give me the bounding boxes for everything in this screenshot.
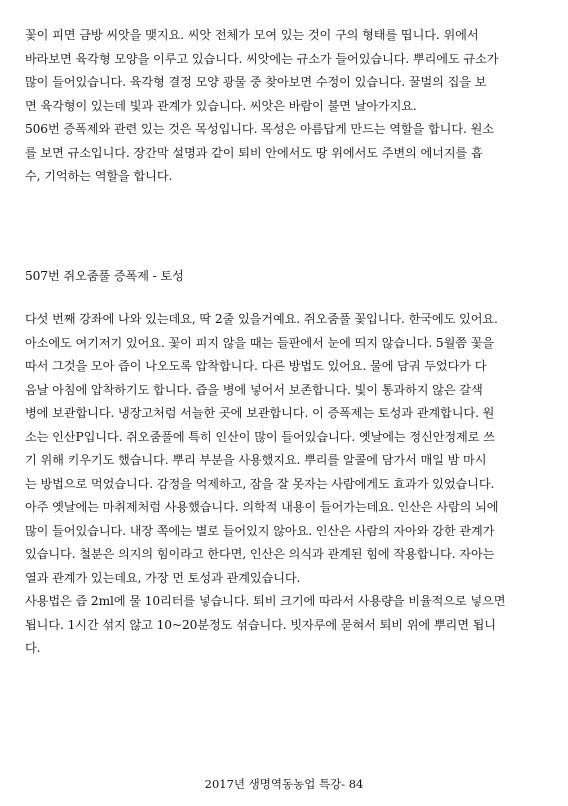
page-footer: 2017년 생명역동농업 특강- 84 xyxy=(204,777,364,791)
text-line: 다. xyxy=(25,641,41,655)
heading-text: 507번 쥐오줌풀 증폭제 - 토성 xyxy=(25,269,184,283)
text-line: 506번 증폭제와 관련 있는 것은 목성입니다. 목성은 아름답게 만드는 역할을 합니다. 원소 xyxy=(25,122,494,136)
text-line: 많이 들어있습니다. 내장 쪽에는 별로 들어있지 않아요. 인산은 사람의 자아와 강한 관계가 xyxy=(25,523,495,538)
text-line: 바라보면 육각형 모양을 이루고 있습니다. 씨앗에는 규소가 들어있습니다. 뿌리에도 규소가 xyxy=(25,51,499,66)
text-line: 있습니다. 철분은 의지의 힘이라고 한다면, 인산은 의식과 관계된 힘에 작용합니다. 자아는 xyxy=(25,547,495,561)
text-line: 아주 옛날에는 마취제처럼 사용했습니다. 의학적 내용이 들어가는데요. 인산은 사람의 뇌에 xyxy=(25,500,499,514)
text-line: 됩니다. 1시간 섞지 않고 10~20분정도 섞습니다. 빗자루에 묻혀서 퇴비 위에 뿌리면 됩니 xyxy=(25,617,496,632)
text-line: 열과 관계가 있는데요, 가장 먼 토성과 관계있습니다. xyxy=(25,570,301,585)
text-line: 사용법은 즙 2ml에 물 10리터를 넣습니다. 퇴비 크기에 따라서 사용량을 비율적으로 넣으면 xyxy=(25,594,506,608)
section-heading xyxy=(25,265,540,289)
text-line: 병에 보관합니다. 냉장고처럼 서늘한 곳에 보관합니다. 이 증폭제는 토성과 관계합니다. 원 xyxy=(25,406,495,420)
text-line: 기 위해 키우기도 했습니다. 뿌리 부분을 사용했지요. 뿌리를 알콜에 담가서 매일 밤 마시 xyxy=(25,453,487,467)
text-line: 다섯 번째 강좌에 나와 있는데요, 딱 2줄 있을거예요. 쥐오줌풀 꽃입니다. 한국에도 있어요. xyxy=(25,312,498,326)
text-line: 따서 그것을 모아 즙이 나오도록 압착합니다. 다른 방법도 있어요. 물에 담궈 두었다가 다 xyxy=(25,359,487,373)
text-line: 는 방법으로 먹었습니다. 감정을 억제하고, 잠을 잘 못자는 사람에게도 효과가 있었습니다. xyxy=(25,476,495,491)
text-line: 많이 들어있습니다. 육각형 결정 모양 광물 중 찾아보면 수정이 있습니다. 꿀벌의 집을 보 xyxy=(25,75,487,89)
text-line: 수, 기억하는 역할을 합니다. xyxy=(25,169,173,183)
text-line: 소는 인산P입니다. 쥐오줌풀에 특히 인산이 많이 들어있습니다. 옛날에는 정신안정제로 쓰 xyxy=(25,429,495,444)
paragraph-seed-and-jupiter xyxy=(25,24,540,189)
text-line: 음날 아침에 압착하기도 합니다. 즙을 병에 넣어서 보존합니다. 빛이 통과하지 않은 갈색 xyxy=(25,382,483,397)
text-line: 를 보면 규소입니다. 장간막 설명과 같이 퇴비 안에서도 땅 위에서도 주변의 에너지를 흡 xyxy=(25,145,483,160)
paragraph-valerian-saturn xyxy=(25,308,540,661)
text-line: 아소에도 여기저기 있어요. 꽃이 피지 않을 때는 들판에서 눈에 띄지 않습니다. 5월쯤 꽃을 xyxy=(25,335,495,350)
text-line: 면 육각형이 있는데 빛과 관계가 있습니다. 씨앗은 바람이 불면 날아가지요. xyxy=(25,98,417,113)
text-line: 꽃이 피면 금방 씨앗을 맺지요. 씨앗 전체가 모여 있는 것이 구의 형태를 띱니다. 위에서 xyxy=(25,28,479,42)
